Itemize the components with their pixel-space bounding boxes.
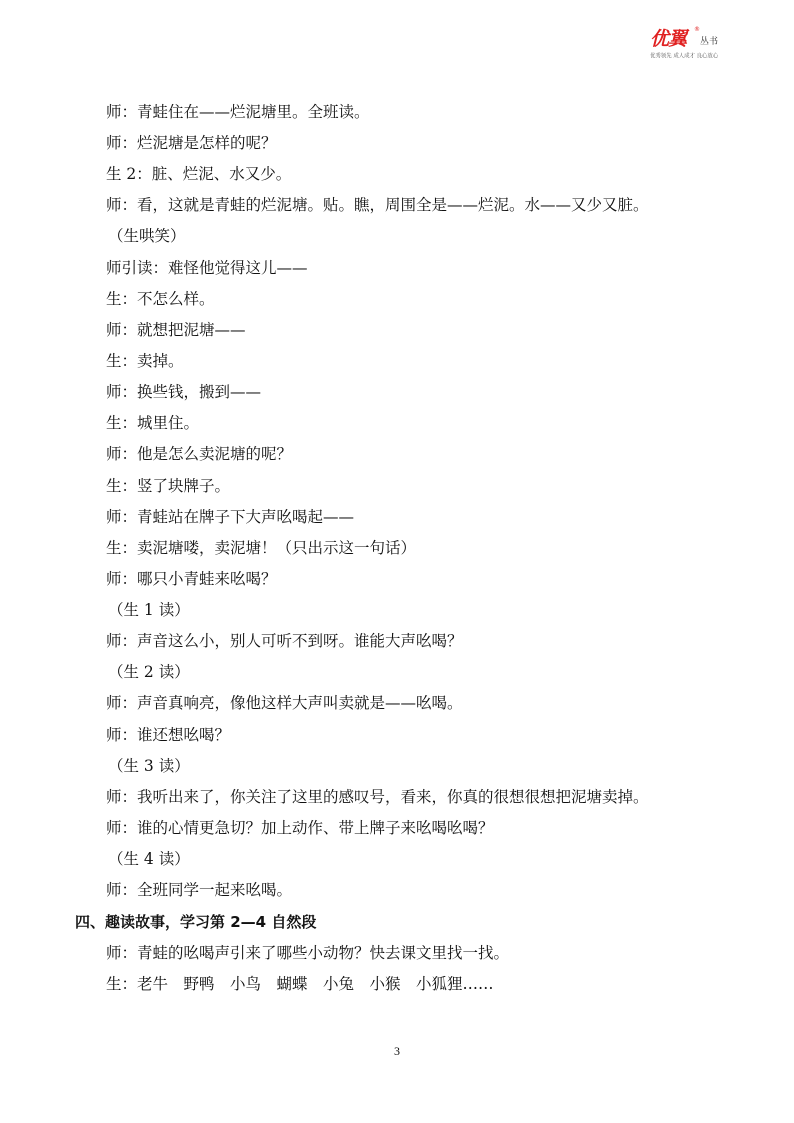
dialogue-line: 师：烂泥塘是怎样的呢？ [106,134,277,152]
dialogue-line: 师：他是怎么卖泥塘的呢？ [106,445,293,463]
stage-note: （生 1 读） [108,601,190,619]
dialogue-line: 生：竖了块牌子。 [106,477,231,495]
dialogue-line: 生 2：脏、烂泥、水又少。 [106,165,292,183]
dialogue-line: 生：老牛 野鸭 小鸟 蝴蝶 小兔 小猴 小狐狸…… [106,975,494,993]
publisher-logo [650,28,730,62]
dialogue-line: 师：谁的心情更急切？加上动作、带上牌子来吆喝吆喝？ [106,819,494,837]
dialogue-line: 师：全班同学一起来吆喝。 [106,881,293,899]
dialogue-line: 师：就想把泥塘—— [106,321,246,339]
stage-note: （生 2 读） [108,663,190,681]
dialogue-line: 生：城里住。 [106,414,200,432]
dialogue-line: 师：青蛙住在——烂泥塘里。全班读。 [106,103,370,121]
dialogue-line: 师：看，这就是青蛙的烂泥塘。贴。瞧，周围全是——烂泥。水——又少又脏。 [106,196,649,214]
stage-note: （生 4 读） [108,850,190,868]
stage-note: （生 3 读） [108,757,190,775]
logo-slogan: 优秀领先 成人成才 良心放心 [650,52,719,60]
dialogue-line: 生：卖泥塘喽，卖泥塘！（只出示这一句话） [106,539,417,557]
dialogue-line: 师：哪只小青蛙来吆喝？ [106,570,277,588]
page-number: 3 [394,1044,400,1058]
logo-series-text: 丛书 [700,37,719,47]
dialogue-line: 师：换些钱，搬到—— [106,383,262,401]
dialogue-line: 师：青蛙站在牌子下大声吆喝起—— [106,508,355,526]
registered-mark: ® [694,26,700,33]
logo-brand-text: 优翼 [650,28,687,50]
dialogue-line: 生：卖掉。 [106,352,184,370]
dialogue-line: 师：我听出来了，你关注了这里的感叹号，看来，你真的很想很想把泥塘卖掉。 [106,788,649,806]
dialogue-line: 师：谁还想吆喝？ [106,726,231,744]
dialogue-line: 师：声音这么小，别人可听不到呀。谁能大声吆喝？ [106,632,463,650]
dialogue-line: 师引读：难怪他觉得这儿—— [106,259,308,277]
section-heading: 四、趣读故事，学习第 2—4 自然段 [75,913,317,931]
stage-note: （生哄笑） [108,227,186,245]
dialogue-line: 师：声音真响亮，像他这样大声叫卖就是——吆喝。 [106,694,463,712]
dialogue-line: 生：不怎么样。 [106,290,215,308]
dialogue-line: 师：青蛙的吆喝声引来了哪些小动物？快去课文里找一找。 [106,944,510,962]
